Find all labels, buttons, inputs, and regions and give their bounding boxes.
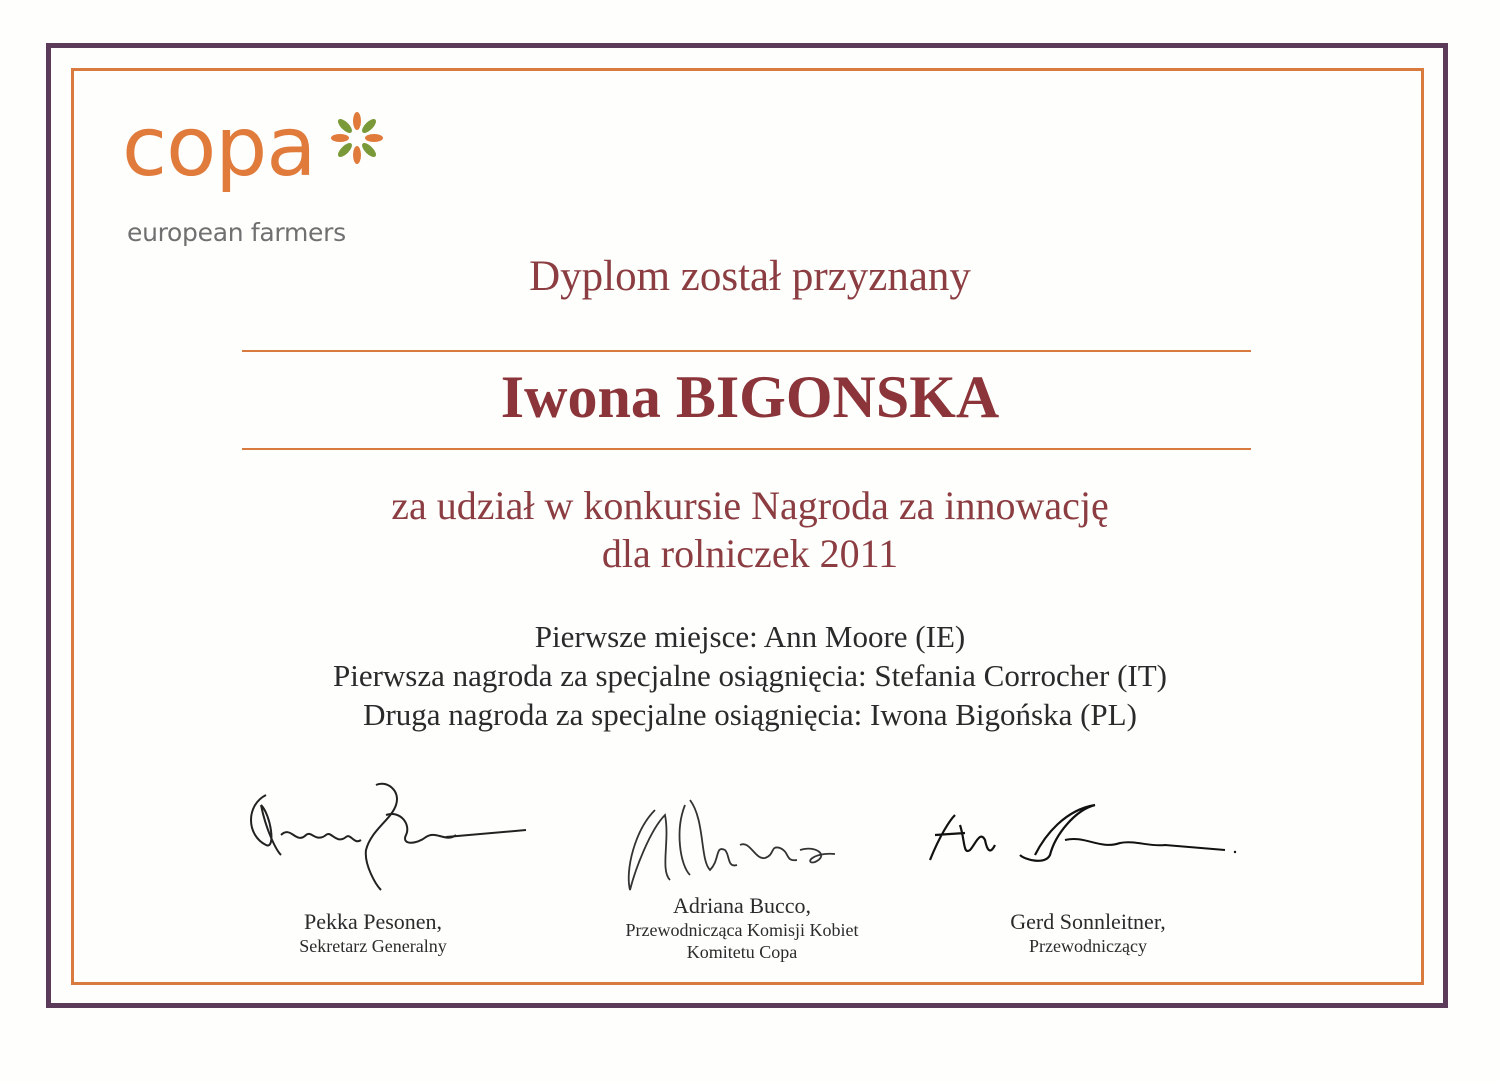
signatory-sonnleitner [938, 908, 1238, 957]
winner-first-place: Pierwsze miejsce: Ann Moore (IE) [534, 619, 966, 654]
signatory-pesonen [223, 908, 523, 957]
winners-list [0, 617, 1500, 734]
logo-wordmark: copa [122, 100, 316, 195]
signatory-name: Pekka Pesonen, [303, 909, 443, 934]
winner-first-special: Pierwsza nagroda za specjalne osiągnięcia: Stefania Corrocher (IT) [332, 658, 1168, 693]
signatory-name: Gerd Sonnleitner, [1010, 909, 1166, 934]
signatory-role: Sekretarz Generalny [299, 936, 447, 956]
winner-second-special: Druga nagroda za specjalne osiągnięcia: Iwona Bigońska (PL) [363, 697, 1137, 732]
copa-logo [122, 98, 402, 258]
signature-bucco [615, 790, 845, 900]
signatory-role: Przewodniczący [1029, 936, 1147, 956]
flower-icon [327, 108, 387, 168]
awarded-heading: Dyplom został przyznany [529, 253, 971, 300]
award-reason [0, 482, 1500, 578]
signatory-bucco [592, 892, 892, 963]
award-reason-line-2: dla rolniczek 2011 [601, 531, 899, 576]
signature-sonnleitner [925, 795, 1245, 875]
recipient-name: Iwona BIGONSKA [500, 364, 1000, 430]
divider-bottom [242, 448, 1251, 450]
signatory-name: Adriana Bucco, [672, 893, 812, 918]
signatory-role-line-2: Komitetu Copa [686, 942, 798, 962]
award-reason-line-1: za udział w konkursie Nagroda za innowację [391, 483, 1109, 528]
signatory-role: Przewodnicząca Komisji Kobiet [625, 920, 859, 940]
signature-pesonen [236, 775, 536, 895]
logo-subtitle: european farmers [127, 218, 346, 247]
divider-top [242, 350, 1251, 352]
